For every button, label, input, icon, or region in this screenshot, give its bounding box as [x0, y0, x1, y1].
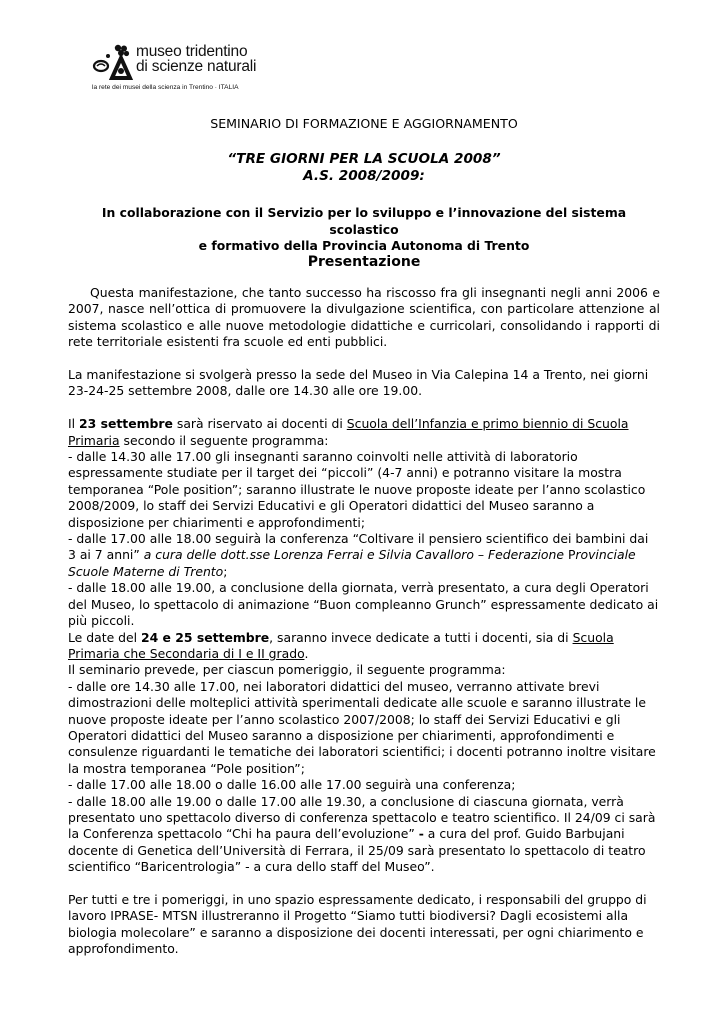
september-24-25-paragraph — [68, 630, 660, 663]
september-23-paragraph — [68, 416, 660, 449]
text-span: secondo il seguente programma: — [119, 432, 329, 448]
text-span: sarà riservato ai docenti di — [172, 416, 347, 432]
program-23-item-3: - dalle 18.00 alle 19.00, a conclusione della giornata, verrà presentato, a cura degli Operatori del Museo, lo spettacolo di animazione “Buon compleanno Grunch” espressamente dedicato ai più piccoli. — [68, 580, 659, 629]
text-span: Il — [68, 416, 80, 432]
text-bold: - — [418, 826, 424, 842]
section-heading: Presentazione — [307, 254, 421, 270]
logo-title-line2: di scienze naturali — [136, 58, 257, 75]
logo-tagline: la rete dei musei della scienza in Trentino · ITALIA — [92, 84, 239, 91]
text-span: - dalle 18.00 alle 19.00 o dalle 17.00 alle 19.30, a conclusione di ciascuna giornata, verrà presentato uno spettacolo diverso di conferenza spettacolo e teatro scientifico. Il 24/09 ci sarà la Conferenza spettacolo “Chi ha paura dell’evoluzione” — [68, 793, 656, 842]
target-schools-24-25: Scuola Primaria che Secondaria di I e II grado — [68, 629, 614, 661]
text-span: P — [567, 547, 576, 563]
logo-title-line1: museo tridentino — [136, 43, 248, 60]
date-24-25: 24 e 25 settembre — [141, 629, 270, 645]
text-italic: rovinciale Scuole Materne di Trento — [68, 547, 636, 579]
text-span: , saranno invece dedicate a tutti i docenti, sia di — [269, 629, 573, 645]
program-24-item-3 — [68, 794, 660, 876]
venue-paragraph: La manifestazione si svolgerà presso la sede del Museo in Via Calepina 14 a Trento, nei giorni 23-24-25 settembre 2008, dalle ore 14.30 alle ore 19.00. — [68, 367, 649, 399]
text-span: . — [304, 645, 309, 661]
closing-paragraph: Per tutti e tre i pomeriggi, in uno spazio espressamente dedicato, i responsabili del gruppo di lavoro IPRASE- MTSN illustreranno il Progetto “Siamo tutti biodiversi? Dagli ecosistemi alla biologia molecolare” e saranno a disposizione dei docenti interessati, per ogni chiarimento e approfondimento. — [68, 891, 647, 957]
text-span: - dalle 17.00 alle 18.00 seguirà la conferenza “Coltivare il pensiero scientifico dei bambini dai 3 ai 7 anni” — [68, 531, 649, 563]
seminar-heading: SEMINARIO DI FORMAZIONE E AGGIORNAMENTO — [210, 116, 518, 131]
event-title: “TRE GIORNI PER LA SCUOLA 2008” — [227, 151, 501, 167]
museum-emblem-icon — [92, 44, 134, 82]
collaboration-note — [68, 205, 660, 255]
text-span: Le date del — [68, 629, 141, 645]
collaboration-line2: e formativo della Provincia Autonoma di Trento — [198, 238, 530, 253]
text-italic: a cura delle dott.sse Lorenza Ferrai e Silvia Cavalloro – Federazione — [139, 547, 568, 563]
program-23-item-1: - dalle 14.30 alle 17.00 gli insegnanti saranno coinvolti nelle attività di laboratorio espressamente studiate per il target dei “piccoli” (4-7 anni) e potranno visitare la mostra temporanea “Pole position”; saranno illustrate le nuove proposte ideate per l’anno scolastico 2008/2009, lo staff dei Servizi Educativi e gli Operatori didattici del Museo saranno a disposizione per chiarimenti e approfondimenti; — [68, 449, 646, 530]
program-24-intro: Il seminario prevede, per ciascun pomeriggio, il seguente programma: — [68, 662, 506, 678]
event-title-block — [68, 151, 660, 185]
document-body — [68, 285, 660, 958]
program-23-item-2 — [68, 531, 660, 580]
target-schools-23: Scuola dell’Infanzia e primo biennio di Scuola Primaria — [68, 416, 629, 448]
program-24-item-1: - dalle ore 14.30 alle 17.00, nei laboratori didattici del museo, verranno attivate brevi dimostrazioni delle molteplici attività sperimentali dedicate alle scuole e saranno illustrate le nuove proposte ideate per l’anno scolastico 2007/2008; lo staff dei Servizi Educativi e gli Operatori didattici del Museo saranno a disposizione per chiarimenti, approfondimenti e consulenze riguardanti le tematiche dei laboratori scientifici; i docenti potranno inoltre visitare la mostra temporanea “Pole position”; — [68, 678, 656, 776]
text-span: a cura del prof. Guido Barbujani docente di Genetica dell’Università di Ferrara, il 25/09 sarà presentato lo spettacolo di teatro scientifico “Baricentrologia” - a cura dello staff del Museo”. — [68, 826, 646, 875]
program-24-item-2: - dalle 17.00 alle 18.00 o dalle 16.00 alle 17.00 seguirà una conferenza; — [68, 777, 516, 793]
intro-paragraph: Questa manifestazione, che tanto successo ha riscosso fra gli insegnanti negli anni 2006 e 2007, nasce nell’ottica di promuovere la divulgazione scientifica, con particolare attenzione al sistema scolastico e alle nuove metodologie didattiche e curricolari, consolidando i rapporti di rete territoriale esistenti fra scuole ed enti pubblici. — [68, 285, 660, 350]
school-year: A.S. 2008/2009: — [303, 168, 425, 184]
museum-logo — [92, 44, 292, 96]
date-23: 23 settembre — [79, 416, 173, 432]
text-span: ; — [223, 563, 228, 579]
collaboration-line1: In collaborazione con il Servizio per lo sviluppo e l’innovazione del sistema scolastico — [101, 205, 627, 237]
